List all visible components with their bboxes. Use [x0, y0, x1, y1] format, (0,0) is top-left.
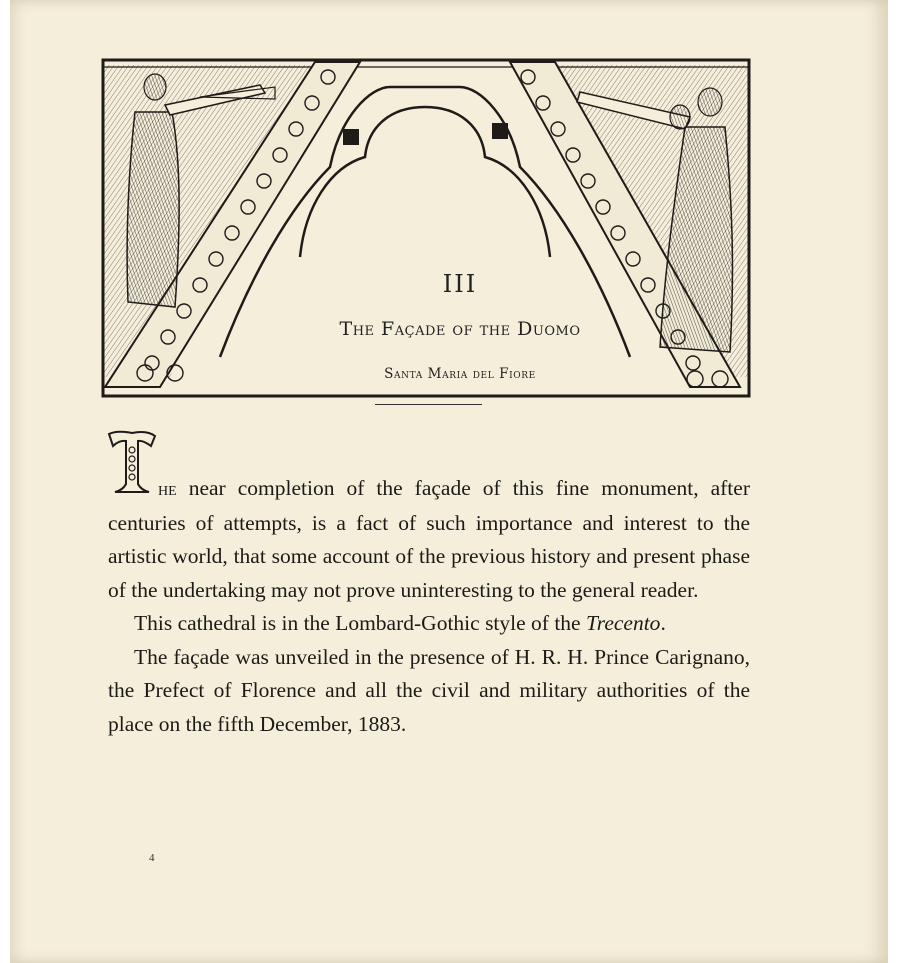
paragraph-2	[108, 607, 750, 641]
page-number: 4	[149, 852, 155, 864]
paragraph-1	[108, 472, 750, 607]
chapter-subtitle: Santa Maria del Fiore	[384, 366, 536, 382]
paragraph-1-text: near completion of the façade of this fine monument, after centuries of attempts, is a fact of such importance and interest to the artistic world, that some account of the previous history and present phase of the undertaking may not prove uninteresting to the general reader.	[108, 476, 750, 602]
paragraph-1-lead: he	[158, 478, 177, 500]
heading-rule	[375, 404, 482, 405]
paragraph-2-italic: Trecento	[585, 611, 661, 635]
paragraph-2-end: .	[660, 611, 666, 635]
chapter-title: The Façade of the Duomo	[339, 318, 581, 340]
body-text	[108, 472, 750, 741]
paragraph-2-text: This cathedral is in the Lombard-Gothic style of the	[134, 611, 586, 635]
paragraph-3: The façade was unveiled in the presence of H. R. H. Prince Carignano, the Prefect of Florence and all the civil and military authorities of the place on the fifth December, 1883.	[108, 644, 750, 736]
drop-cap-letter: T	[107, 430, 108, 431]
headpiece-illustration	[100, 57, 752, 399]
chapter-number: III	[442, 270, 478, 298]
book-page	[10, 0, 888, 963]
